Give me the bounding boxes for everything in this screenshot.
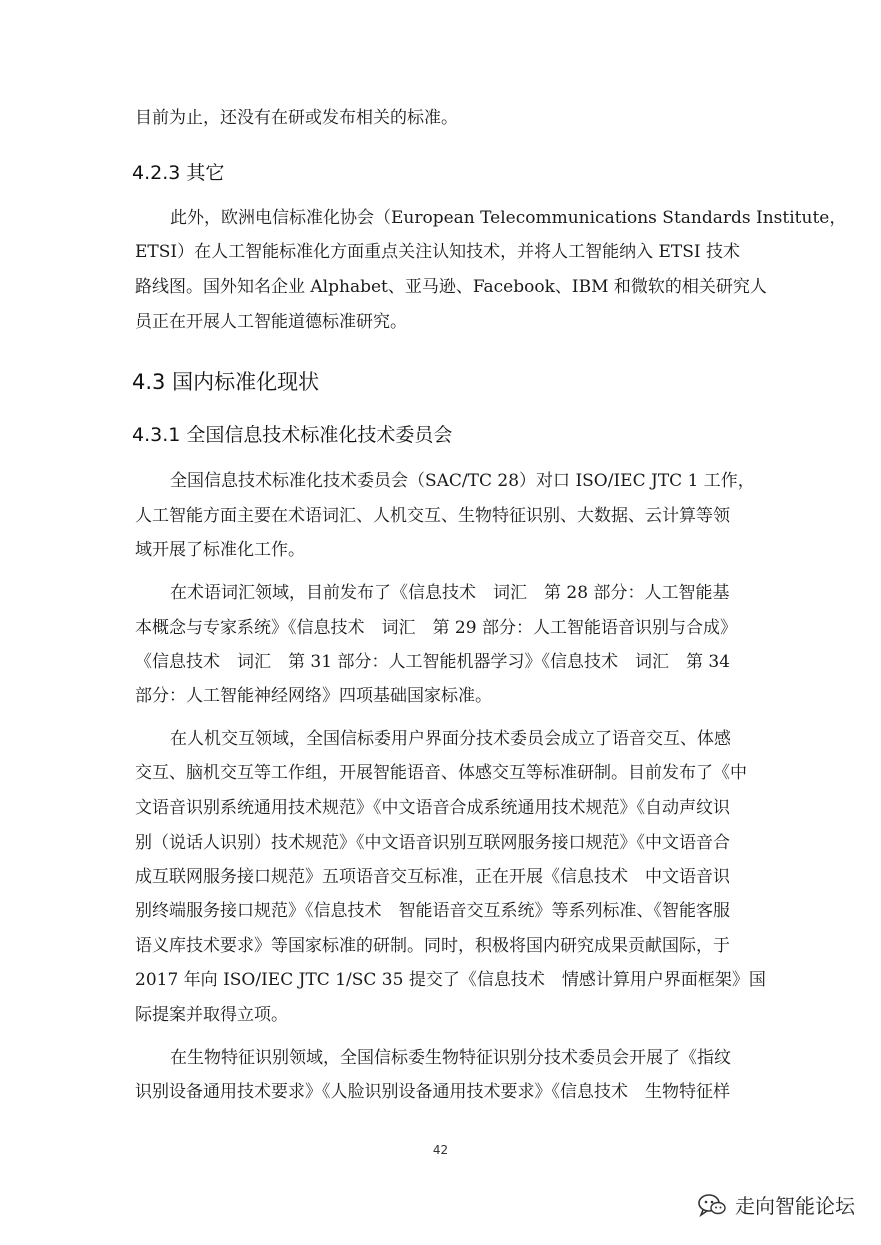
paragraph-line: 人工智能方面主要在术语词汇、人机交互、生物特征识别、大数据、云计算等领 [135, 506, 730, 526]
paragraph-line: 际提案并取得立项。 [135, 1005, 288, 1025]
paragraph-line: 域开展了标准化工作。 [135, 540, 305, 560]
paragraph-line: 在术语词汇领域，目前发布了《信息技术 词汇 第 28 部分：人工智能基 [170, 583, 730, 603]
paragraph-line: 在生物特征识别领域，全国信标委生物特征识别分技术委员会开展了《指纹 [170, 1048, 731, 1068]
paragraph-line: 全国信息技术标准化技术委员会（SAC/TC 28）对口 ISO/IEC JTC 1 工作， [170, 471, 755, 491]
paragraph-line: 路线图。国外知名企业 Alphabet、亚马逊、Facebook、IBM 和微软的相关研究人 [135, 277, 767, 297]
intro-line: 目前为止，还没有在研或发布相关的标准。 [135, 108, 458, 128]
paragraph-line: 2017 年向 ISO/IEC JTC 1/SC 35 提交了《信息技术 情感计算用户界面框架》国 [135, 970, 766, 990]
page-number: 42 [432, 1143, 449, 1157]
paragraph-line: 别（说话人识别）技术规范》《中文语音识别互联网服务接口规范》《中文语音合 [135, 833, 730, 853]
paragraph-line: 在人机交互领域，全国信标委用户界面分技术委员会成立了语音交互、体感 [170, 729, 731, 749]
section-4-2-3-heading: 4.2.3 其它 [132, 162, 225, 184]
paragraph-line: 识别设备通用技术要求》《人脸识别设备通用技术要求》《信息技术 生物特征样 [135, 1082, 730, 1102]
paragraph-line: 成互联网服务接口规范》五项语音交互标准，正在开展《信息技术 中文语音识 [135, 867, 730, 887]
paragraph-line: 交互、脑机交互等工作组，开展智能语音、体感交互等标准研制。目前发布了《中 [135, 763, 747, 783]
paragraph-line: 员正在开展人工智能道德标准研究。 [135, 312, 407, 332]
paragraph-line: 此外，欧洲电信标准化协会（European Telecommunications Standards Institute， [170, 208, 847, 228]
paragraph-line: 别终端服务接口规范》《信息技术 智能语音交互系统》等系列标准、《智能客服 [135, 901, 730, 921]
section-4-3-1-heading: 4.3.1 全国信息技术标准化技术委员会 [132, 424, 453, 446]
paragraph-line: ETSI）在人工智能标准化方面重点关注认知技术，并将人工智能纳入 ETSI 技术 [135, 242, 741, 262]
section-4-3-heading: 4.3 国内标准化现状 [132, 370, 320, 394]
paragraph-line: 《信息技术 词汇 第 31 部分：人工智能机器学习》《信息技术 词汇 第 34 [135, 652, 730, 672]
watermark [697, 1190, 855, 1219]
paragraph-line: 本概念与专家系统》《信息技术 词汇 第 29 部分：人工智能语音识别与合成》 [135, 618, 737, 638]
wechat-icon [697, 1193, 727, 1217]
paragraph-line: 文语音识别系统通用技术规范》《中文语音合成系统通用技术规范》《自动声纹识 [135, 798, 730, 818]
watermark-text: 走向智能论坛 [735, 1194, 855, 1218]
paragraph-line: 部分：人工智能神经网络》四项基础国家标准。 [135, 686, 492, 706]
paragraph-line: 语义库技术要求》等国家标准的研制。同时，积极将国内研究成果贡献国际，于 [135, 936, 730, 956]
